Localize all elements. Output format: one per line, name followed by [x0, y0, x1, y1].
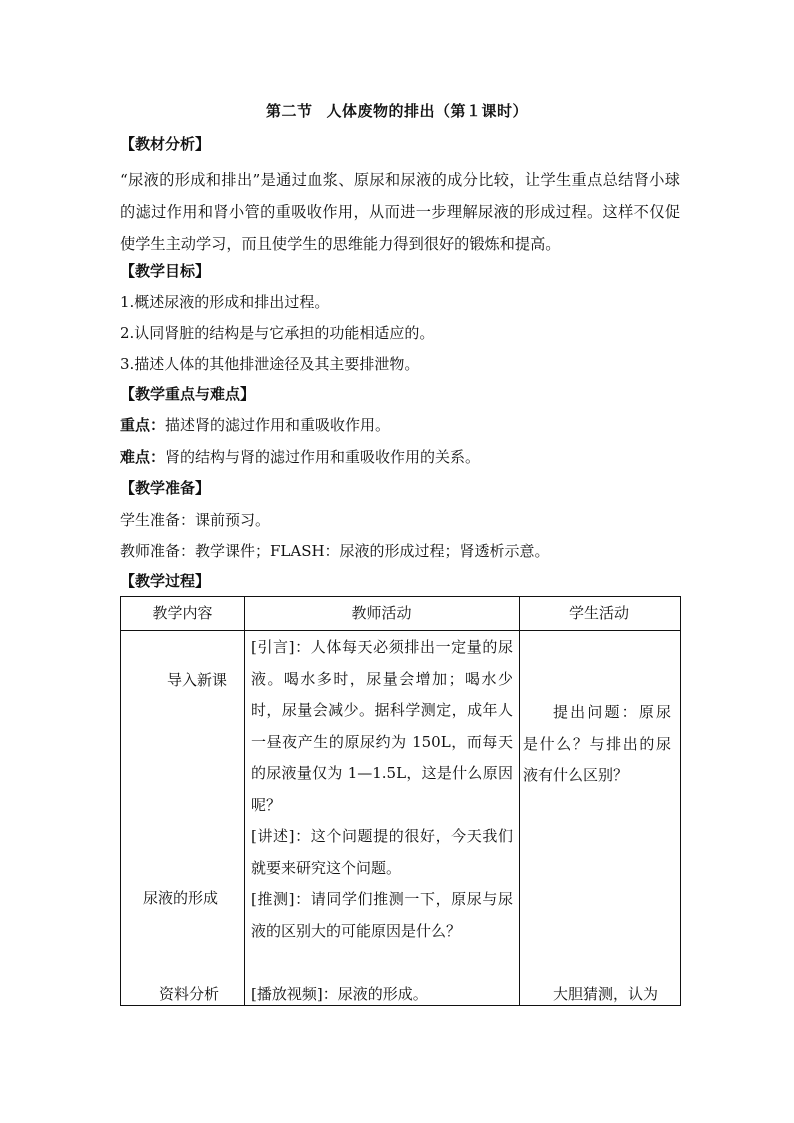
prep-student: 学生准备：课前预习。 — [120, 511, 271, 529]
row-intro: 导入新课 — [167, 671, 228, 689]
key-point-line — [120, 414, 390, 435]
analysis-paragraph: “尿液的形成和排出”是通过血浆、原尿和尿液的成分比较，让学生重点总结肾小球的滤过作用和肾小管的重吸收作用，从而进一步理解尿液的形成过程。这样不仅促使学生主动学习，而且使学生的思维能力得到很好的锻炼和提高。 — [120, 171, 680, 253]
page-title — [0, 100, 794, 121]
table-header-divider — [121, 630, 680, 631]
difficulty-text: 肾的结构与肾的滤过作用和重吸收作用的关系。 — [165, 448, 481, 466]
teacher-activity — [251, 632, 513, 1010]
lesson-table — [120, 596, 681, 1006]
header-teacher: 教师活动 — [351, 604, 412, 622]
prep-teacher: 教师准备：教学课件；FLASH：尿液的形成过程；肾透析示意。 — [120, 542, 550, 560]
table-col-divider-2 — [519, 597, 520, 1005]
heading-goals: 【教学目标】 — [120, 262, 211, 280]
teacher-guess: [推测]：请同学们推测一下，原尿与尿液的区别大的可能原因是什么？ — [251, 890, 513, 940]
key-point-text: 描述肾的滤过作用和重吸收作用。 — [165, 416, 391, 434]
key-point-label: 重点： — [120, 416, 166, 434]
title-topic: 人体废物的排出（第１课时） — [326, 102, 529, 120]
heading-analysis: 【教材分析】 — [120, 135, 211, 153]
header-content: 教学内容 — [152, 604, 213, 622]
heading-process: 【教学过程】 — [120, 572, 211, 590]
teacher-video: [播放视频]：尿液的形成。 — [251, 984, 428, 1003]
row-formation: 尿液的形成 — [143, 889, 219, 907]
teacher-explain: [讲述]：这个问题提的很好，今天我们就要来研究这个问题。 — [251, 827, 513, 877]
goal-item-3: 3.描述人体的其他排泄途径及其主要排泄物。 — [120, 355, 420, 373]
heading-keypoints: 【教学重点与难点】 — [120, 385, 256, 403]
table-col-divider-1 — [244, 597, 245, 1005]
student-question: 提出问题：原尿是什么？与排出的尿液有什么区别？ — [523, 703, 671, 784]
goal-item-2: 2.认同肾脏的结构是与它承担的功能相适应的。 — [120, 324, 435, 342]
teacher-intro: [引言]：人体每天必须排出一定量的尿液。喝水多时，尿量会增加；喝水少时，尿量会减少。据科学测定，成年人一昼夜产生的原尿约为 150L，而每天的尿液量仅为 1—1.5L，这是什么原因呢？ — [251, 638, 513, 814]
row-analysis: 资料分析 — [159, 985, 220, 1003]
title-section: 第二节 — [265, 102, 313, 120]
teacher-spacer — [251, 947, 513, 979]
student-guess: 大胆猜测，认为 — [553, 985, 659, 1003]
goal-item-1: 1.概述尿液的形成和排出过程。 — [120, 293, 330, 311]
difficulty-line — [120, 446, 480, 467]
heading-prep: 【教学准备】 — [120, 479, 211, 497]
difficulty-label: 难点： — [120, 448, 166, 466]
header-student: 学生活动 — [568, 604, 629, 622]
